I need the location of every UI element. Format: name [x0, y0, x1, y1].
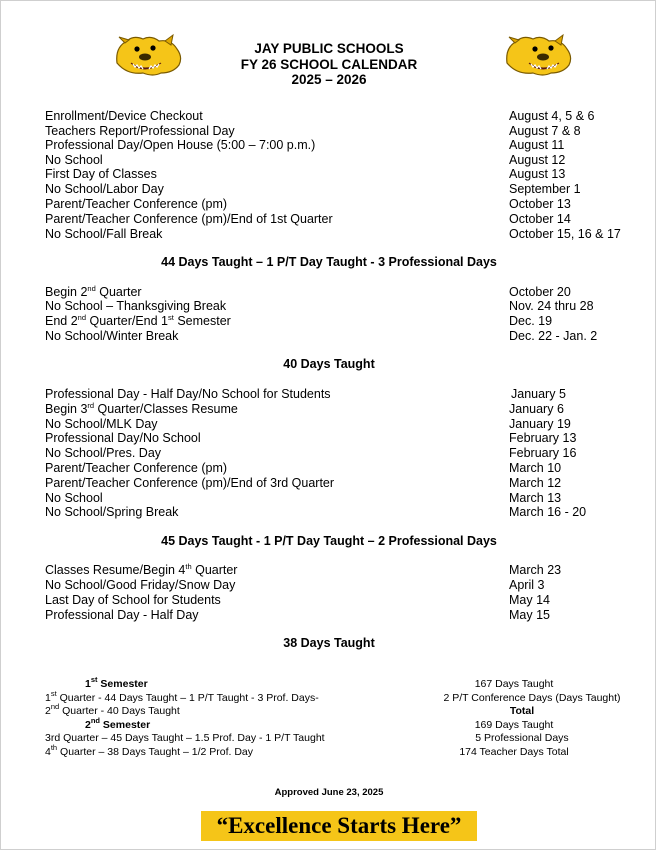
district-name: JAY PUBLIC SCHOOLS: [254, 41, 404, 56]
calendar-row: No School/Spring Break March 16 - 20: [45, 505, 587, 519]
calendar-row: Professional Day/Open House (5:00 – 7:00 p.m.) August 11: [45, 138, 565, 152]
calendar-row: End 2nd Quarter/End 1st Semester Dec. 19: [45, 313, 553, 328]
quarter-4-summary: 4th Quarter – 38 Days Taught – 1/2 Prof. Day: [45, 743, 254, 758]
calendar-row: Begin 2nd Quarter October 20: [45, 284, 571, 299]
calendar-row: First Day of Classes August 13: [45, 167, 566, 181]
total-line: 167 Days Taught: [474, 678, 554, 690]
calendar-row: Professional Day - Half Day May 15: [45, 608, 550, 622]
section-summary: 38 Days Taught: [283, 636, 375, 650]
calendar-row: No School/Pres. Day February 16: [45, 446, 577, 460]
calendar-row: No School/MLK Day January 19: [45, 417, 571, 431]
total-heading: Total: [509, 705, 535, 717]
calendar-row: Teachers Report/Professional Day August 7 & 8: [45, 124, 581, 138]
calendar-row: No School/Fall Break October 15, 16 & 17: [45, 227, 621, 241]
calendar-row: Begin 3rd Quarter/Classes Resume January 6: [45, 401, 564, 416]
motto-text: “Excellence Starts Here”: [216, 813, 462, 838]
calendar-row: Parent/Teacher Conference (pm)/End of 3rd Quarter March 12: [45, 476, 562, 490]
calendar-row: Parent/Teacher Conference (pm) October 13: [45, 197, 571, 211]
total-line: 5 Professional Days: [475, 732, 569, 744]
calendar-row: No School – Thanksgiving Break Nov. 24 thru 28: [45, 299, 594, 313]
motto-banner: [201, 811, 477, 841]
calendar-row: No School/Labor Day September 1: [45, 182, 581, 196]
total-line: 174 Teacher Days Total: [459, 746, 569, 758]
quarter-3-summary: 3rd Quarter – 45 Days Taught – 1.5 Prof. Day - 1 P/T Taught: [45, 732, 325, 744]
section-summary: 44 Days Taught – 1 P/T Day Taught - 3 Professional Days: [161, 255, 497, 269]
calendar-row: No School/Winter Break Dec. 22 - Jan. 2: [45, 329, 598, 343]
total-line: 169 Days Taught: [474, 719, 554, 731]
calendar-row: Professional Day/No School February 13: [45, 431, 577, 445]
calendar-row: Professional Day - Half Day/No School for Students January 5: [45, 387, 566, 401]
section-summary: 40 Days Taught: [283, 357, 375, 371]
approval-date: Approved June 23, 2025: [274, 787, 384, 798]
calendar-row: Parent/Teacher Conference (pm) March 10: [45, 461, 562, 475]
calendar-title: FY 26 SCHOOL CALENDAR: [240, 56, 418, 72]
calendar-header: [1, 41, 656, 88]
quarter-2-summary: 2nd Quarter - 40 Days Taught: [45, 702, 180, 717]
calendar-row: Enrollment/Device Checkout August 4, 5 & 6: [45, 109, 595, 123]
semester-1-heading: 1st Semester: [85, 675, 148, 690]
calendar-row: Classes Resume/Begin 4th Quarter March 23: [45, 562, 562, 577]
calendar-row: No School March 13: [45, 491, 562, 505]
school-year: 2025 – 2026: [291, 72, 367, 87]
section-summary: 45 Days Taught - 1 P/T Day Taught – 2 Professional Days: [161, 534, 497, 548]
total-line: 2 P/T Conference Days (Days Taught): [443, 692, 621, 704]
quarter-1-summary: 1st Quarter - 44 Days Taught – 1 P/T Taught - 3 Prof. Days-: [45, 689, 319, 704]
calendar-row: Parent/Teacher Conference (pm)/End of 1st Quarter October 14: [45, 212, 571, 226]
calendar-row: No School August 12: [45, 153, 566, 167]
calendar-row: No School/Good Friday/Snow Day April 3: [45, 578, 545, 592]
semester-2-heading: 2nd Semester: [85, 716, 151, 731]
calendar-row: Last Day of School for Students May 14: [45, 593, 550, 607]
